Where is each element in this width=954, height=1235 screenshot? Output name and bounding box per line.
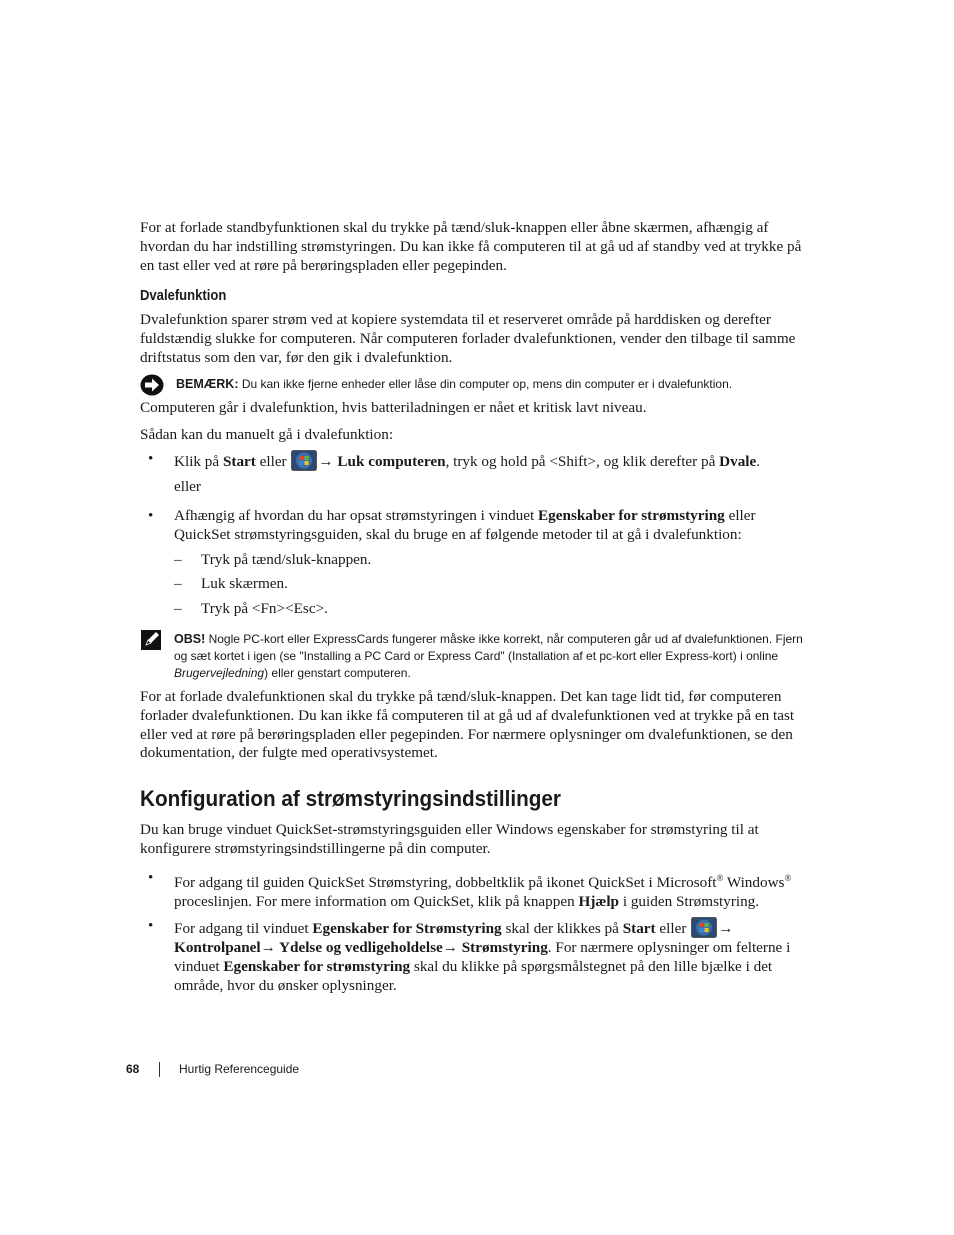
paragraph-configuration: Du kan bruge vinduet QuickSet-strømstyringsguiden eller Windows egenskaber for strømstyring til at konfigurere strømstyringsindstillingerne på din computer. (140, 821, 759, 857)
footer-divider (159, 1062, 160, 1077)
windows-start-icon (691, 917, 717, 938)
notice-arrow-icon (140, 374, 166, 396)
pencil-note-icon (140, 629, 166, 651)
heading-configuration: Konfiguration af strømstyringsindstillinger (140, 786, 561, 812)
user-guide-title: Brugervejledning (174, 665, 265, 680)
footer-title: Hurtig Referenceguide (179, 1062, 300, 1076)
paragraph-manual: Sådan kan du manuelt gå i dvalefunktion: (140, 425, 394, 443)
list-item-start-shutdown: • Klik på Start eller → Luk computeren, tryk og hold på <Shift>, og klik derefter på Dvale. (140, 450, 812, 472)
windows-start-icon (291, 450, 317, 471)
paragraph-hibernate-exit: For at forlade dvalefunktionen skal du trykke på tænd/sluk-knappen. Det kan tage lidt tid, før computeren forlader dvalefunktionen. Du kan ikke få computeren til at gå ud af dvalefunktionen ved at trykke på en tast eller ved at røre på berøringspladen eller pegepinden. For nærmere oplysninger om dvalefunktionen, se den dokumentation, der fulgte med operativsystemet. (140, 687, 795, 762)
eller-text: eller (174, 478, 201, 496)
list-item-power-options: • Afhængig af hvordan du har opsat strømstyringen i vinduet Egenskaber for strømstyring eller QuickSet strømstyringsguiden, skal du bruge en af følgende metoder til at gå i dvalefunktion: (140, 507, 812, 545)
page-content (140, 219, 812, 996)
paragraph-standby-exit: For at forlade standbyfunktionen skal du trykke på tænd/sluk-knappen eller åbne skærmen, afhængig af hvordan du har indstilling strømstyringen. Du kan ikke få computeren til at gå ud af standby ved at trykke på en tast eller ved at røre på berøringspladen eller pegepinden. (140, 219, 802, 274)
note-obs: OBS! Nogle PC-kort eller ExpressCards fungerer måske ikke korrekt, når computeren går ud af dvalefunktionen. Fjern og sæt kortet i igen (se "Installing a PC Card or Express Card" (Installation af et pc-kort eller Express-kort) i online Brugervejledning) eller genstart computeren. (140, 631, 812, 682)
note-label: OBS! (174, 631, 206, 646)
paragraph-dvale-intro: Dvalefunktion sparer strøm ved at kopiere systemdata til et reserveret område på harddisken og derefter fuldstændig slukke for computeren. Når computeren forlader dvalefunktionen, vender den tilbage til samme driftstatus som den var, før den gik i dvalefunktion. (140, 311, 796, 366)
sub-item-fn-esc: – Tryk på <Fn><Esc>. (140, 600, 812, 619)
note-label: BEMÆRK: (176, 376, 239, 391)
page-number: 68 (126, 1062, 140, 1076)
note-text: Du kan ikke fjerne enheder eller låse din computer op, mens din computer er i dvalefunktion. (238, 376, 733, 391)
list-item-control-panel: • For adgang til vinduet Egenskaber for Strømstyring skal der klikkes på Start eller → Kontrolpanel→ Ydelse og vedligeholdelse→ Strømstyring. For nærmere oplysninger om felterne i vinduet Egenskaber for strømstyring skal du klikke på spørgsmålstegnet på den lille bjælke i det område, hvor du ønsker oplysninger. (140, 917, 812, 995)
list-item-quickset: • For adgang til guiden QuickSet Strømstyring, dobbeltklik på ikonet QuickSet i Microsoft® Windows® proceslinjen. For mere information om QuickSet, klik på knappen Hjælp i guiden Strømstyring. (140, 869, 812, 912)
paragraph-battery: Computeren går i dvalefunktion, hvis batteriladningen er nået et kritisk lavt niveau. (140, 398, 647, 416)
sub-item-close-display: – Luk skærmen. (140, 575, 812, 594)
sub-item-power-button: – Tryk på tænd/sluk-knappen. (140, 551, 812, 570)
note-bemaerk (140, 376, 812, 393)
heading-dvalefunktion: Dvalefunktion (140, 288, 227, 305)
